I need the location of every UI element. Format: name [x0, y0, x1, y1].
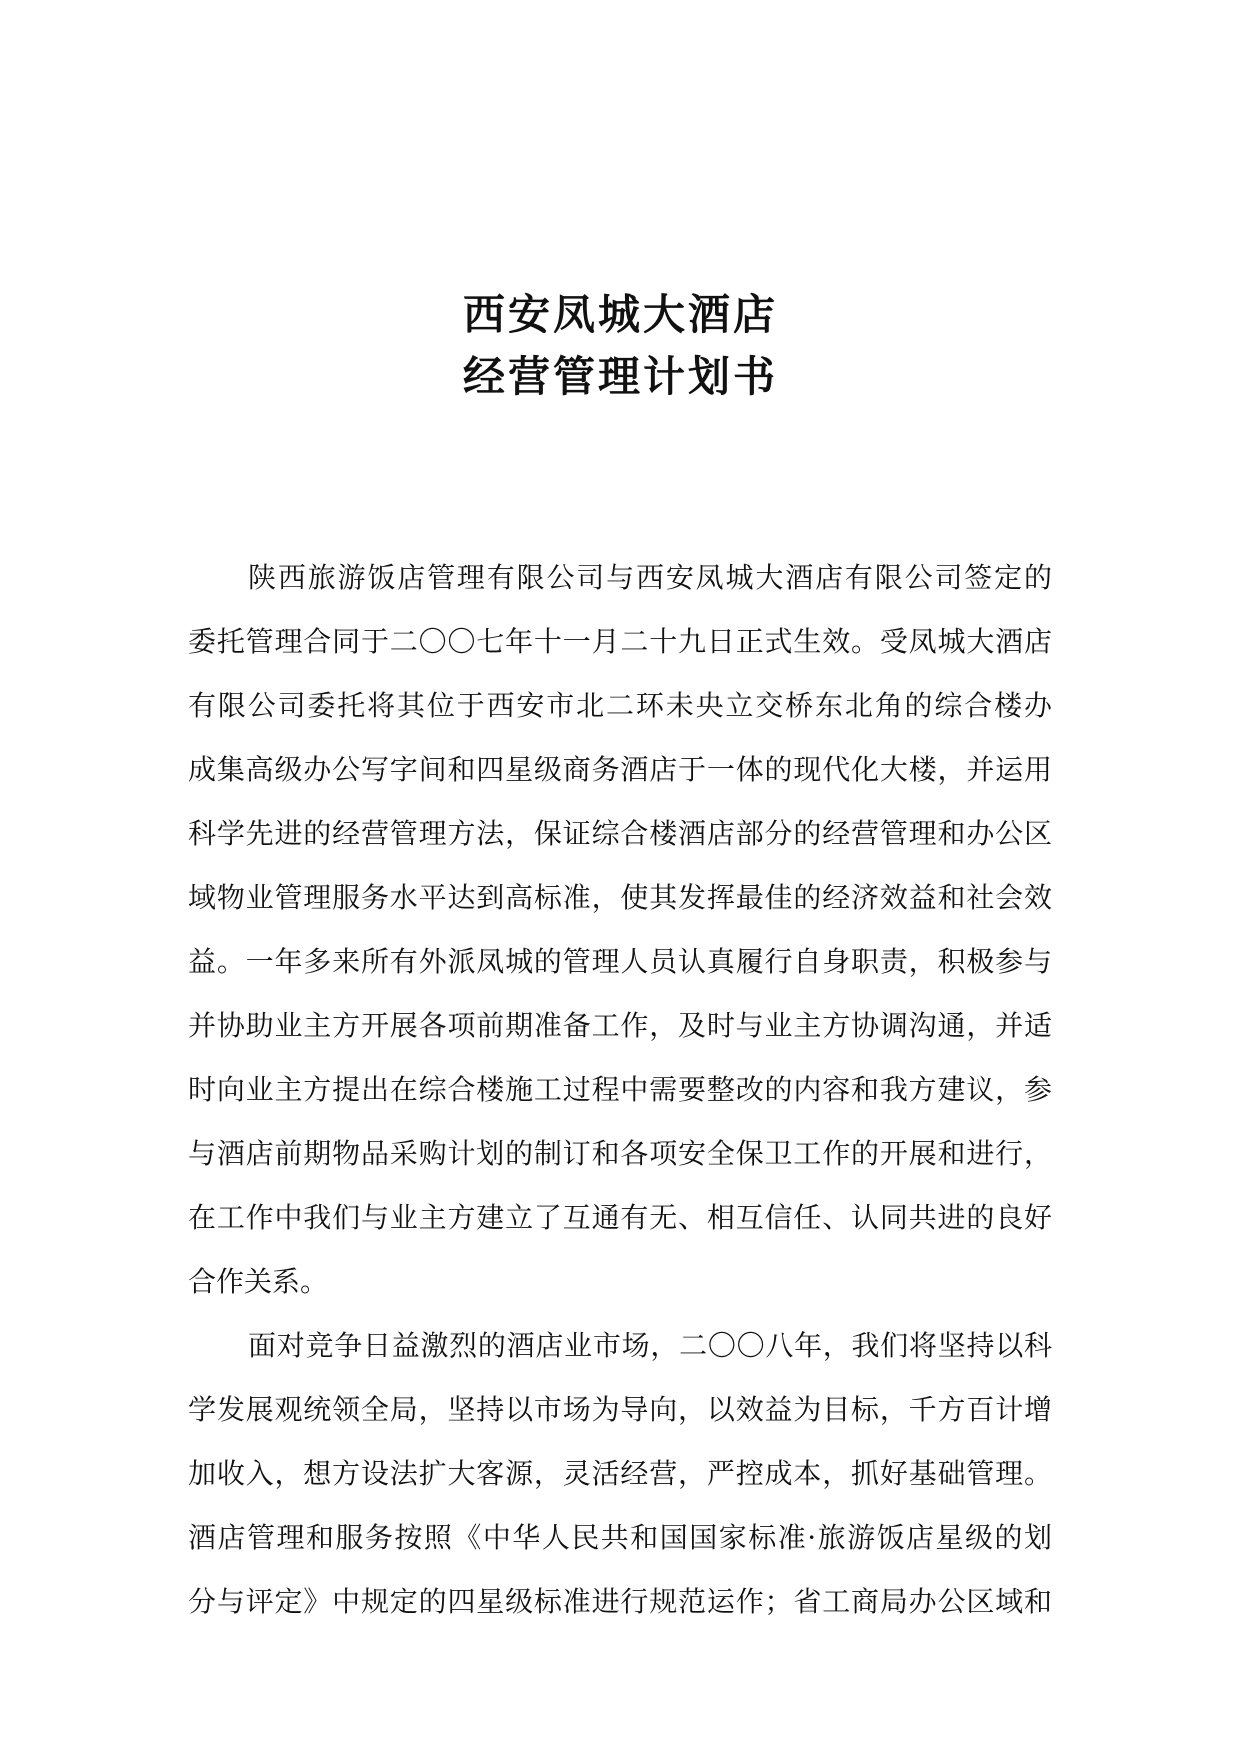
paragraph-line: 时向业主方提出在综合楼施工过程中需要整改的内容和我方建议，参 — [188, 1073, 1052, 1106]
paragraph-line: 益。一年多来所有外派凤城的管理人员认真履行自身职责，积极参与 — [188, 945, 1052, 978]
paragraph-line: 在工作中我们与业主方建立了互通有无、相互信任、认同共进的良好 — [188, 1201, 1052, 1234]
paragraph-line: 有限公司委托将其位于西安市北二环未央立交桥东北角的综合楼办 — [188, 689, 1052, 722]
paragraph-line: 酒店管理和服务按照《中华人民共和国国家标准·旅游饭店星级的划 — [188, 1521, 1052, 1554]
document-body — [188, 546, 1052, 1634]
paragraph-2 — [188, 1314, 1052, 1634]
paragraph-line: 面对竞争日益激烈的酒店业市场，二〇〇八年，我们将坚持以科 — [248, 1329, 1052, 1362]
paragraph-line: 加收入，想方设法扩大客源，灵活经营，严控成本，抓好基础管理。 — [188, 1457, 1052, 1490]
title-line-plan-name: 经营管理计划书 — [462, 352, 778, 401]
document-title — [0, 284, 1241, 408]
paragraph-line: 成集高级办公写字间和四星级商务酒店于一体的现代化大楼，并运用 — [188, 753, 1052, 786]
paragraph-line: 与酒店前期物品采购计划的制订和各项安全保卫工作的开展和进行， — [188, 1137, 1052, 1170]
title-line-hotel-name: 西安凤城大酒店 — [462, 290, 778, 339]
paragraph-line: 并协助业主方开展各项前期准备工作，及时与业主方协调沟通，并适 — [188, 1009, 1052, 1042]
paragraph-line: 域物业管理服务水平达到高标准，使其发挥最佳的经济效益和社会效 — [188, 881, 1052, 914]
paragraph-line: 合作关系。 — [188, 1265, 329, 1298]
paragraph-line: 陕西旅游饭店管理有限公司与西安凤城大酒店有限公司签定的 — [248, 561, 1052, 594]
paragraph-line: 学发展观统领全局，坚持以市场为导向，以效益为目标，千方百计增 — [188, 1393, 1052, 1426]
paragraph-line: 分与评定》中规定的四星级标准进行规范运作；省工商局办公区域和 — [188, 1585, 1052, 1618]
paragraph-line: 委托管理合同于二〇〇七年十一月二十九日正式生效。受凤城大酒店 — [188, 625, 1052, 658]
paragraph-line: 科学先进的经营管理方法，保证综合楼酒店部分的经营管理和办公区 — [188, 817, 1052, 850]
paragraph-1 — [188, 546, 1052, 1314]
